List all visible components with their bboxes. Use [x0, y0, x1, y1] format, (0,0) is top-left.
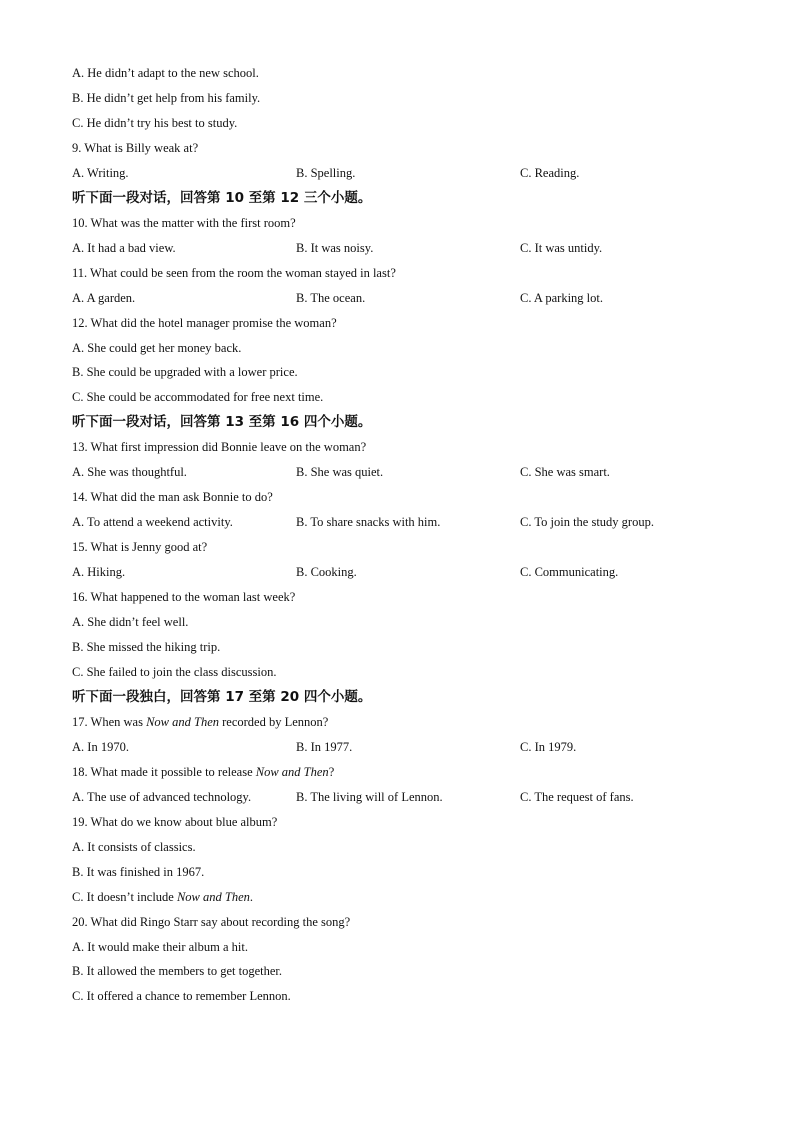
q18-option-b: B. The living will of Lennon. [296, 790, 443, 804]
q16-option-a: A. She didn’t feel well. [72, 615, 189, 629]
q9-stem: 9. What is Billy weak at? [72, 141, 199, 155]
q12-option-b: B. She could be upgraded with a lower price. [72, 365, 298, 379]
q9-option-c: C. Reading. [520, 166, 580, 180]
q19-option-c-end: . [249, 890, 254, 904]
q15-option-a: A. Hiking. [72, 565, 126, 579]
q18-options [72, 787, 722, 807]
q20-option-b: B. It allowed the members to get together. [72, 964, 283, 978]
q17-stem [72, 712, 328, 732]
q14-option-a: A. To attend a weekend activity. [72, 515, 233, 529]
q9-option-b: B. Spelling. [296, 166, 356, 180]
q16-stem: 16. What happened to the woman last week? [72, 590, 296, 604]
q17-option-c: C. In 1979. [520, 740, 577, 754]
q19-option-b: B. It was finished in 1967. [72, 865, 205, 879]
q15-stem: 15. What is Jenny good at? [72, 540, 208, 554]
q11-option-a: A. A garden. [72, 291, 136, 305]
q8-option-b: B. He didn’t get help from his family. [72, 91, 261, 105]
q12-option-c: C. She could be accommodated for free next time. [72, 390, 324, 404]
q12-option-a: A. She could get her money back. [72, 341, 242, 355]
q9-options [72, 163, 722, 183]
q17-options [72, 737, 722, 757]
q18-option-a: A. The use of advanced technology. [72, 790, 252, 804]
q12-stem: 12. What did the hotel manager promise the woman? [72, 316, 337, 330]
section-heading-13-16: 听下面一段对话，回答第 13 至第 16 四个小题。 [72, 414, 372, 430]
q19-option-a: A. It consists of classics. [72, 840, 196, 854]
q11-option-c: C. A parking lot. [520, 291, 603, 305]
section-heading-10-12: 听下面一段对话，回答第 10 至第 12 三个小题。 [72, 190, 372, 206]
q19-option-c-start: C. It doesn’t include [72, 890, 177, 904]
q13-option-a: A. She was thoughtful. [72, 465, 187, 479]
q13-stem: 13. What first impression did Bonnie leave on the woman? [72, 440, 367, 454]
q19-stem: 19. What do we know about blue album? [72, 815, 278, 829]
q13-option-b: B. She was quiet. [296, 465, 384, 479]
q18-stem-start: 18. What made it possible to release [72, 765, 256, 779]
q14-stem: 14. What did the man ask Bonnie to do? [72, 490, 273, 504]
q17-song-title: Now and Then [146, 715, 219, 729]
q10-option-a: A. It had a bad view. [72, 241, 176, 255]
q11-option-b: B. The ocean. [296, 291, 366, 305]
q15-option-b: B. Cooking. [296, 565, 357, 579]
q8-option-a: A. He didn’t adapt to the new school. [72, 66, 259, 80]
q10-option-c: C. It was untidy. [520, 241, 603, 255]
q11-stem: 11. What could be seen from the room the woman stayed in last? [72, 266, 396, 280]
q20-option-a: A. It would make their album a hit. [72, 940, 249, 954]
q10-stem: 10. What was the matter with the first room? [72, 216, 296, 230]
q17-stem-start: 17. When was [72, 715, 147, 729]
q19-option-c [72, 887, 253, 907]
q19-song-title: Now and Then [176, 890, 250, 904]
q15-options [72, 562, 722, 582]
q20-option-c: C. It offered a chance to remember Lennon. [72, 989, 291, 1003]
q17-option-b: B. In 1977. [296, 740, 353, 754]
q18-song-title: Now and Then [255, 765, 329, 779]
q16-option-b: B. She missed the hiking trip. [72, 640, 221, 654]
q15-option-c: C. Communicating. [520, 565, 619, 579]
q13-options [72, 462, 722, 482]
q11-options [72, 288, 722, 308]
section-heading-17-20: 听下面一段独白，回答第 17 至第 20 四个小题。 [72, 689, 372, 705]
q10-options [72, 238, 722, 258]
q9-option-a: A. Writing. [72, 166, 129, 180]
q8-option-c: C. He didn’t try his best to study. [72, 116, 238, 130]
q18-option-c: C. The request of fans. [520, 790, 634, 804]
q13-option-c: C. She was smart. [520, 465, 610, 479]
q14-option-c: C. To join the study group. [520, 515, 654, 529]
q14-option-b: B. To share snacks with him. [296, 515, 441, 529]
q16-option-c: C. She failed to join the class discussion. [72, 665, 277, 679]
q17-option-a: A. In 1970. [72, 740, 129, 754]
q10-option-b: B. It was noisy. [296, 241, 374, 255]
q18-stem [72, 762, 334, 782]
q18-stem-end: ? [328, 765, 335, 779]
q17-stem-end: recorded by Lennon? [219, 715, 329, 729]
q14-options [72, 512, 722, 532]
q20-stem: 20. What did Ringo Starr say about recording the song? [72, 915, 351, 929]
